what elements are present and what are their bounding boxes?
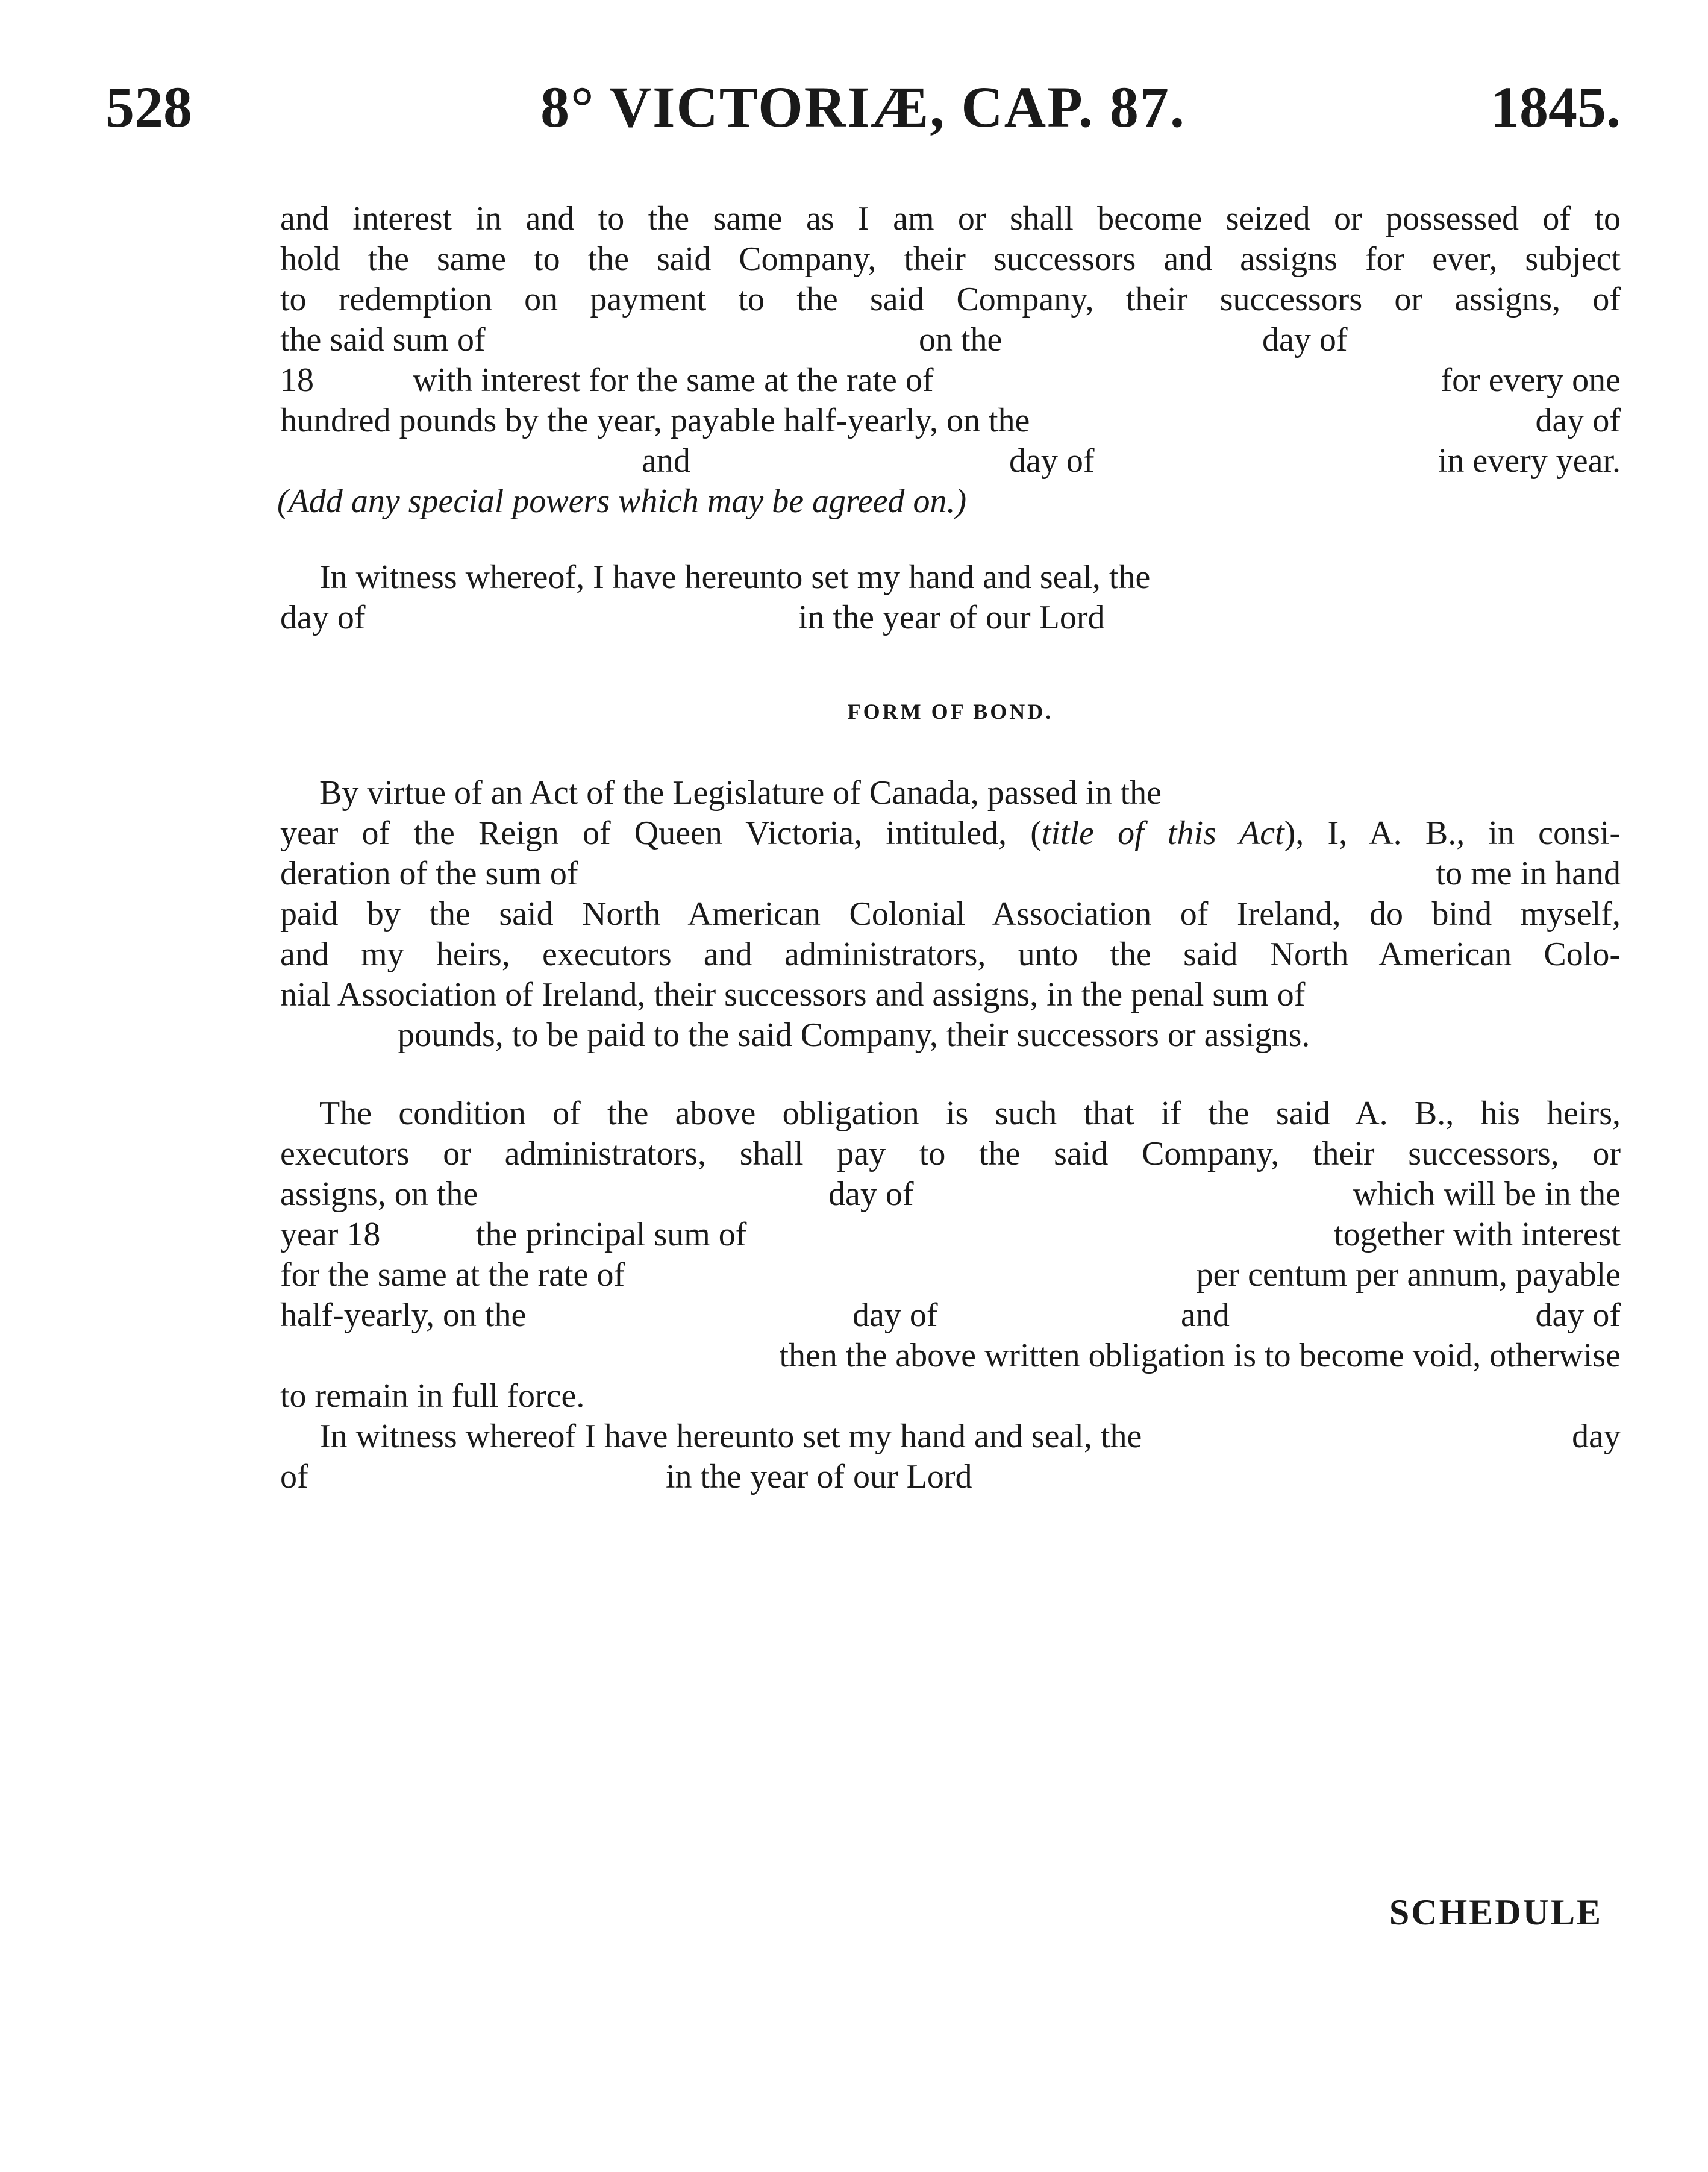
- text-line: to remain in full force.: [280, 1377, 585, 1415]
- text-line: and day of in every year.: [642, 442, 1621, 480]
- mortgage-witness-clause: [280, 557, 1621, 638]
- text-line: the said sum of on the day of: [280, 321, 1348, 358]
- text-line: In witness whereof I have hereunto set my hand and seal, the day: [319, 1418, 1621, 1455]
- text-line: of in the year of our Lord: [280, 1458, 972, 1495]
- text-line: day of in the year of our Lord: [280, 599, 1105, 636]
- text-line: hundred pounds by the year, payable half-yearly, on the day of: [280, 402, 1621, 439]
- bond-form-text: [280, 773, 1621, 1056]
- text-line: In witness whereof, I have hereunto set my hand and seal, the: [319, 559, 1151, 596]
- schedule-catchword: SCHEDULE: [1389, 1892, 1603, 1932]
- text-line: assigns, on the day of which will be in the: [280, 1175, 1621, 1213]
- page-header: [105, 71, 1621, 143]
- text-line: The condition of the above obligation is such that if the said A. B., his heirs,: [319, 1095, 1621, 1132]
- text-line: deration of the sum of to me in hand: [280, 855, 1621, 892]
- text-line: year 18 the principal sum of together with interest: [280, 1216, 1621, 1253]
- text-line: and my heirs, executors and administrators, unto the said North American Colo-: [280, 936, 1621, 973]
- running-title: 8° VICTORIÆ, CAP. 87.: [540, 75, 1186, 139]
- editorial-note: (Add any special powers which may be agreed on.): [277, 483, 967, 520]
- form-of-bond-heading: FORM OF BOND.: [847, 699, 1054, 724]
- text-line: By virtue of an Act of the Legislature of Canada, passed in the: [319, 774, 1162, 812]
- text-line: pounds, to be paid to the said Company, their successors or assigns.: [398, 1016, 1310, 1054]
- bond-condition-text: [280, 1094, 1621, 1497]
- text-line: nial Association of Ireland, their successors and assigns, in the penal sum of: [280, 976, 1306, 1013]
- text-line: year of the Reign of Queen Victoria, intituled, (title of this Act), I, A. B., in consi-: [280, 815, 1621, 852]
- text-line: executors or administrators, shall pay to the said Company, their successors, or: [280, 1135, 1621, 1172]
- text-line: for the same at the rate of per centum per annum, payable: [280, 1256, 1621, 1294]
- text-line: paid by the said North American Colonial Association of Ireland, do bind myself,: [280, 895, 1621, 933]
- text-line: and interest in and to the same as I am or shall become seized or possessed of to: [280, 200, 1621, 237]
- page-number: 528: [105, 75, 192, 139]
- text-line: to redemption on payment to the said Company, their successors or assigns, of: [280, 281, 1621, 318]
- header-year: 1845.: [1491, 75, 1621, 139]
- text-line: hold the same to the said Company, their successors and assigns for ever, subject: [280, 240, 1621, 278]
- text-line: 18 with interest for the same at the rate of for every one: [280, 361, 1621, 399]
- mortgage-form-text: [277, 199, 1621, 522]
- text-line: half-yearly, on the day of and day of: [280, 1297, 1621, 1334]
- text-line: then the above written obligation is to become void, otherwise: [779, 1337, 1621, 1374]
